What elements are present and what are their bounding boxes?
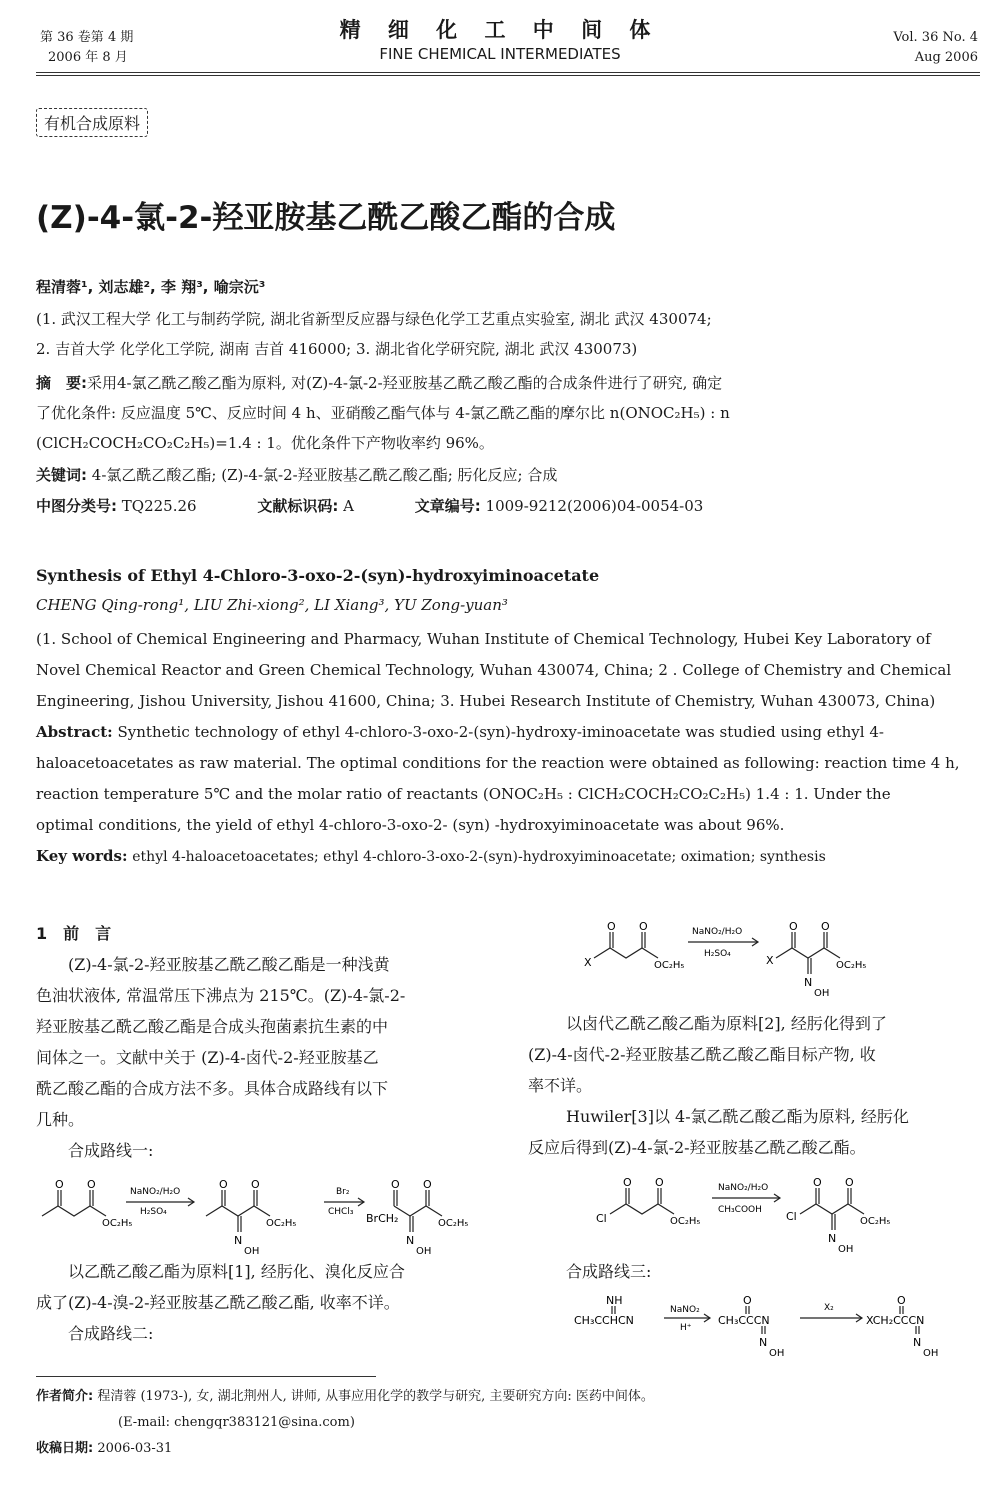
paragraph-line: 反应后得到(Z)-4-氯-2-羟亚胺基乙酰乙酸乙酯。 [528,1138,866,1157]
hydroxyl-label: OH [923,1348,939,1359]
carbonyl-o: O [423,1178,432,1191]
carbonyl-o: O [251,1178,260,1191]
clc-label: 中图分类号: [36,497,117,515]
volume-en: Vol. 36 No. 4 [893,30,978,45]
paragraph-line: 几种。 [36,1110,85,1129]
received-label: 收稿日期: [36,1441,94,1456]
scheme-route-2 [580,920,920,1000]
clc-value: TQ225.26 [121,497,197,515]
product: XCH₂CCCN [866,1314,925,1327]
carbonyl-o: O [391,1178,400,1191]
english-authors: CHENG Qing-rong¹, LIU Zhi-xiong², LI Xiang³, YU Zong-yuan³ [36,596,508,614]
starting-material: CH₃CCHCN [574,1314,634,1327]
paragraph-line: 率不详。 [528,1076,593,1095]
abstract-text: haloacetoacetates as raw material. The optimal conditions for the reaction were obtained as following: reaction time 4 h, [36,754,960,772]
abstract-label-cn: 摘 要: [36,374,87,392]
section-heading: 1 前 言 [36,924,112,943]
scheme-route-3 [572,1290,972,1362]
abstract-text: optimal conditions, the yield of ethyl 4-chloro-3-oxo-2- (syn) -hydroxyiminoacetate was about 96%. [36,816,785,834]
ester-label: OC₂H₅ [438,1218,469,1229]
carbonyl-o: O [623,1176,632,1189]
ester-label: OC₂H₅ [836,960,867,971]
ester-label: OC₂H₅ [670,1216,701,1227]
keywords-label-cn: 关键词: [36,466,87,484]
english-title: Synthesis of Ethyl 4-Chloro-3-oxo-2-(syn)-hydroxyiminoacetate [36,566,600,585]
abstract-text: Synthetic technology of ethyl 4-chloro-3-oxo-2-(syn)-hydroxy-iminoacetate was studied using ethyl 4- [117,723,884,741]
paragraph-line: 酰乙酸乙酯的合成方法不多。具体合成路线有以下 [36,1079,389,1098]
carbonyl-o: O [813,1176,822,1189]
carbonyl-o: O [639,920,648,933]
affiliation-line: 2. 吉首大学 化学化工学院, 湖南 吉首 416000; 3. 湖北省化学研究院, 湖北 武汉 430073) [36,340,638,358]
abstract-text: (ClCH₂COCH₂CO₂C₂H₅)=1.4 : 1。优化条件下产物收率约 96%。 [36,434,494,452]
hydroxyl-label: OH [814,988,830,999]
english-abstract [36,717,980,841]
nitrogen-label: N [759,1336,768,1349]
bromomethyl-label: BrCH₂ [366,1212,399,1225]
keywords-cn [36,460,980,490]
reagent-label: NaNO₂/H₂O [130,1187,181,1197]
date-cn: 2006 年 8 月 [48,50,128,65]
carbonyl-o: O [897,1294,906,1307]
journal-name [300,16,700,64]
carbonyl-o: O [219,1178,228,1191]
affiliation-line: (1. 武汉工程大学 化工与制药学院, 湖北省新型反应器与绿色化学工艺重点实验室, 湖北 武汉 430074; [36,310,712,328]
carbonyl-o: O [845,1176,854,1189]
reagent-label: CH₃COOH [718,1205,762,1215]
keywords-text-cn: 4-氯乙酰乙酸乙酯; (Z)-4-氯-2-羟亚胺基乙酰乙酸乙酯; 肟化反应; 合成 [91,466,558,484]
paragraph-line: 成了(Z)-4-溴-2-羟亚胺基乙酰乙酸乙酯, 收率不详。 [36,1293,400,1312]
carbonyl-o: O [821,920,830,933]
received-date [36,1438,172,1460]
reagent-label: H₂SO₄ [140,1207,167,1217]
carbonyl-o: O [743,1294,752,1307]
paragraph-line: (Z)-4-卤代-2-羟亚胺基乙酰乙酸乙酯目标产物, 收 [528,1045,876,1064]
intermediate: CH₃CCCN [718,1314,770,1327]
doc-code-label: 文献标识码: [257,497,339,515]
volume-cn: 第 36 卷第 4 期 [40,30,134,45]
issue-info-cn [40,28,133,68]
abstract-text: 了优化条件: 反应温度 5℃、反应时间 4 h、亚硝酸乙酯气体与 4-氯乙酰乙酯的摩尔比 n(ONOC₂H₅) : n [36,404,730,422]
nitrogen-label: N [804,976,813,989]
article-no-value: 1009-9212(2006)04-0054-03 [485,497,704,515]
doc-code-value: A [343,497,354,515]
right-column-route3 [528,1256,980,1287]
paper-title: (Z)-4-氯-2-羟亚胺基乙酰乙酸乙酯的合成 [36,200,616,236]
reagent-label: NaNO₂/H₂O [692,927,743,937]
carbonyl-o: O [87,1178,96,1191]
date-en: Aug 2006 [914,50,978,65]
scheme-route-2b [596,1176,936,1256]
ester-label: OC₂H₅ [266,1218,297,1229]
header-rule [36,72,980,73]
paragraph-line: 以卤代乙酰乙酸乙酯为原料[2], 经肟化得到了 [566,1014,887,1033]
authors-cn: 程清蓉¹, 刘志雄², 李 翔³, 喻宗沅³ [36,278,266,296]
chlorine-label: Cl [786,1210,797,1223]
paragraph-line: Huwiler[3]以 4-氯乙酰乙酸乙酯为原料, 经肟化 [566,1107,909,1126]
paragraph-line: 以乙酰乙酸乙酯为原料[1], 经肟化、溴化反应合 [68,1262,405,1281]
left-column [36,918,488,1166]
author-email: (E-mail: chengqr383121@sina.com) [118,1415,355,1430]
classification-row [36,491,980,521]
bio-text: 程清蓉 (1973-), 女, 湖北荆州人, 讲师, 从事应用化学的教学与研究, 主要研究方向: 医药中间体。 [97,1389,654,1404]
reagent-label: H₂SO₄ [704,949,731,959]
paragraph-line: (Z)-4-氯-2-羟亚胺基乙酰乙酸乙酯是一种浅黄 [68,955,390,974]
affiliation-line: Novel Chemical Reactor and Green Chemical Technology, Wuhan 430074, China; 2 . College of Chemistry and Chemical [36,661,952,679]
carbonyl-o: O [789,920,798,933]
ester-label: OC₂H₅ [860,1216,891,1227]
reagent-label: H⁺ [680,1323,692,1333]
hydroxyl-label: OH [244,1246,260,1257]
affiliation-line: (1. School of Chemical Engineering and Pharmacy, Wuhan Institute of Chemical Technology, Hubei Key Laboratory of [36,630,931,648]
journal-name-cn: 精 细 化 工 中 间 体 [339,18,661,42]
carbonyl-o: O [607,920,616,933]
received-value: 2006-03-31 [97,1441,173,1456]
paragraph-line: 羟亚胺基乙酰乙酸乙酯是合成头孢菌素抗生素的中 [36,1017,389,1036]
halogen-x: X [766,954,774,967]
abstract-text: reaction temperature 5℃ and the molar ratio of reactants (ONOC₂H₅ : ClCH₂COCH₂CO₂C₂H₅) 1.4 : 1. Under the [36,785,891,803]
reagent-label: NaNO₂/H₂O [718,1183,769,1193]
abstract-text: 采用4-氯乙酰乙酸乙酯为原料, 对(Z)-4-氯-2-羟亚胺基乙酰乙酸乙酯的合成条件进行了研究, 确定 [87,374,723,392]
keywords-label-en: Key words: [36,847,128,865]
nitrogen-label: N [234,1234,243,1247]
route-label: 合成路线一: [68,1141,154,1160]
hydroxyl-label: OH [769,1348,785,1359]
abstract-label-en: Abstract: [36,723,113,741]
imine-label: NH [606,1294,623,1307]
nitrogen-label: N [913,1336,922,1349]
affiliations-cn [36,304,980,364]
scheme-route-1 [36,1178,488,1258]
footnote-rule [36,1376,376,1377]
halogen-x: X [584,956,592,969]
reagent-label: Br₂ [336,1187,350,1197]
route-label: 合成路线二: [68,1324,154,1343]
article-no-label: 文章编号: [414,497,481,515]
nitrogen-label: N [406,1234,415,1247]
reagent-label: NaNO₂ [670,1305,700,1315]
paragraph-line: 间体之一。文献中关于 (Z)-4-卤代-2-羟亚胺基乙 [36,1048,379,1067]
english-keywords [36,841,980,873]
nitrogen-label: N [828,1232,837,1245]
bio-label: 作者简介: [36,1389,94,1404]
route-label: 合成路线三: [566,1262,652,1281]
header-rule-2 [36,75,980,76]
issue-info-en [893,28,978,68]
chlorine-label: Cl [596,1212,607,1225]
keywords-text-en: ethyl 4-haloacetoacetates; ethyl 4-chloro-3-oxo-2-(syn)-hydroxyiminoacetate; oximation; synthesis [132,849,826,865]
journal-name-en: FINE CHEMICAL INTERMEDIATES [379,45,621,63]
hydroxyl-label: OH [838,1244,854,1255]
hydroxyl-label: OH [416,1246,432,1257]
affiliation-line: Engineering, Jishou University, Jishou 41600, China; 3. Hubei Research Institute of Chemistry, Wuhan 430073, China) [36,692,936,710]
reagent-label: CHCl₃ [328,1207,354,1217]
carbonyl-o: O [55,1178,64,1191]
author-bio [36,1386,654,1408]
ester-label: OC₂H₅ [102,1218,133,1229]
carbonyl-o: O [655,1176,664,1189]
paragraph-line: 色油状液体, 常温常压下沸点为 215℃。(Z)-4-氯-2- [36,986,406,1005]
right-column [528,1008,980,1163]
abstract-cn [36,368,980,458]
english-affiliations [36,624,980,717]
left-column-continued [36,1256,488,1349]
section-tag: 有机合成原料 [36,108,148,137]
reagent-label: X₂ [824,1303,834,1313]
ester-label: OC₂H₅ [654,960,685,971]
